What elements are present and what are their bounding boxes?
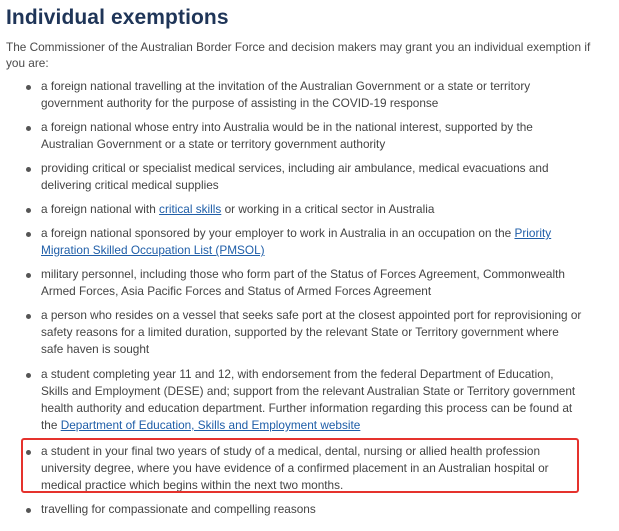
item-text-line: providing critical or specialist medical services, including air ambulance, medical evacuations and [41,161,549,175]
item-text-line: safety reasons for a limited duration, supported by the relevant State or Territory government where [41,325,559,339]
item-text-line: a foreign national travelling at the invitation of the Australian Government or a state or territory [41,79,531,93]
bullet-icon [26,314,31,319]
item-text-line: a person who resides on a vessel that seeks safe port at the closest appointed port for reprovisioning or [41,308,582,322]
critical-skills-link[interactable]: critical skills [159,202,222,216]
bullet-icon [26,208,31,213]
bullet-icon [26,126,31,131]
item-text-line: health authority and education department. Further information regarding this process can be found at [41,401,573,415]
item-text-line: delivering critical medical supplies [41,178,219,192]
item-text-line: military personnel, including those who form part of the Status of Forces Agreement, Commonwealth [41,267,565,281]
pmsol-link-continued[interactable]: Migration Skilled Occupation List (PMSOL) [41,243,265,257]
dese-website-link[interactable]: Department of Education, Skills and Employment website [60,418,361,432]
item-text-line: a foreign national whose entry into Australia would be in the national interest, supported by the [41,120,533,134]
item-text-line: medical practice which begins within the next two months. [41,478,344,492]
section-heading: Individual exemptions [6,6,229,29]
bullet-icon [26,508,31,513]
pmsol-link[interactable]: Priority [514,226,552,240]
item-text-line: a foreign national sponsored by your employer to work in Australia in an occupation on the Priority [41,226,552,240]
bullet-icon [26,167,31,172]
bullet-icon [26,273,31,278]
item-text-line: a student in your final two years of study of a medical, dental, nursing or allied health profession [41,444,541,458]
item-text-line: the Department of Education, Skills and Employment website [41,418,361,432]
item-text-line: Skills and Employment (DESE) and; support from the relevant Australian State or Territory government [41,384,576,398]
item-text-line: Armed Forces, Asia Pacific Forces and Status of Armed Forces Agreement [41,284,432,298]
item-text-line: safe haven is sought [41,342,150,356]
bullet-icon [26,232,31,237]
item-text-line: university degree, where you have evidence of a confirmed placement in an Australian hospital or [41,461,549,475]
item-text-line: government authority for the purpose of assisting in the COVID-19 response [41,96,439,110]
highlight-box [21,438,579,493]
item-text-line: a foreign national with critical skills or working in a critical sector in Australia [41,202,435,216]
bullet-icon [26,85,31,90]
item-text-line: travelling for compassionate and compelling reasons [41,502,316,516]
intro-paragraph: The Commissioner of the Australian Border Force and decision makers may grant you an individual exemption if you are: [6,40,591,70]
item-text-line [41,242,607,259]
item-text-line: a student completing year 11 and 12, with endorsement from the federal Department of Education, [41,367,554,381]
item-text-line: Australian Government or a state or territory government authority [41,137,386,151]
bullet-icon [26,373,31,378]
